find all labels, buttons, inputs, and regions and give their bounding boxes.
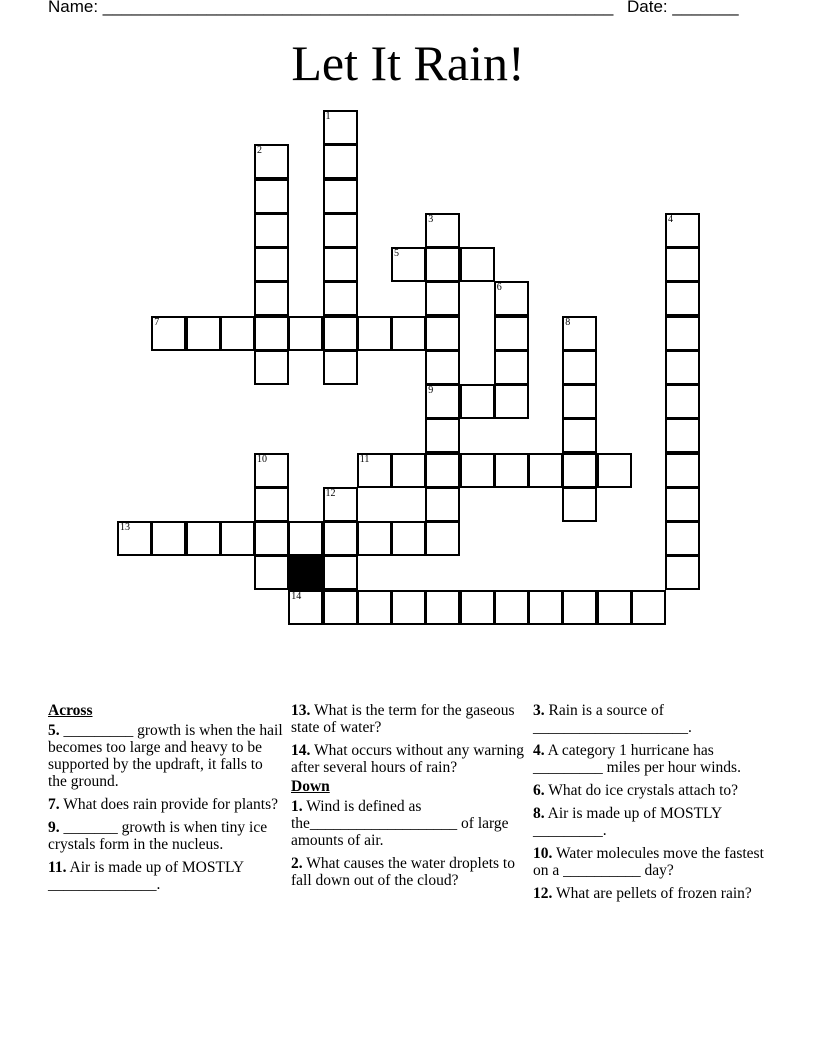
grid-cell[interactable]: [391, 521, 426, 556]
name-field-label: Name: ______________________________________________________: [48, 0, 614, 16]
clue-number: 2: [257, 145, 262, 157]
grid-cell[interactable]: [186, 316, 221, 351]
clue-number: 14: [291, 590, 302, 602]
grid-cell[interactable]: [254, 144, 289, 179]
clue-down-3: 3. Rain is a source of ____________________.: [533, 702, 692, 736]
clues-column-2: [291, 702, 526, 895]
grid-cell[interactable]: [323, 213, 358, 248]
clue-number: 6: [496, 282, 502, 294]
grid-cell[interactable]: [288, 316, 323, 351]
clue-number: 9: [428, 385, 434, 396]
clue-down-1: 1. Wind is defined as the___________________ of large amounts of air.: [291, 798, 509, 849]
grid-cell[interactable]: [391, 247, 426, 282]
grid-cell[interactable]: [220, 316, 255, 351]
grid-cell[interactable]: [254, 487, 289, 522]
grid-cell[interactable]: [323, 144, 358, 179]
grid-cell[interactable]: [254, 281, 289, 316]
grid-cell[interactable]: [357, 590, 392, 625]
grid-cell[interactable]: [323, 281, 358, 316]
clues-column-3: [533, 702, 768, 908]
grid-cell[interactable]: [117, 521, 152, 556]
grid-cell[interactable]: [665, 316, 700, 351]
grid-cell[interactable]: [425, 384, 460, 419]
grid-cell[interactable]: [425, 213, 460, 248]
clue-number: 3: [428, 213, 434, 225]
grid-cell[interactable]: [665, 521, 700, 556]
grid-cell[interactable]: [665, 281, 700, 316]
grid-cell[interactable]: [425, 316, 460, 351]
clue-down-6: 6. What do ice crystals attach to?: [533, 782, 739, 799]
grid-cell[interactable]: [323, 555, 358, 590]
page-title: Let It Rain!: [291, 35, 525, 91]
grid-cell[interactable]: [494, 350, 529, 385]
clue-across-7: 7. What does rain provide for plants?: [48, 796, 278, 813]
grid-cell[interactable]: [460, 453, 495, 488]
grid-cell[interactable]: [254, 316, 289, 351]
grid-cell[interactable]: [254, 555, 289, 590]
down-heading: Down: [291, 778, 330, 795]
grid-cell[interactable]: [665, 247, 700, 282]
grid-cell[interactable]: [186, 521, 221, 556]
clue-across-14: 14. What occurs without any warning after several hours of rain?: [291, 742, 525, 776]
clue-number: 12: [325, 487, 336, 499]
date-field-label: Date: _______: [627, 0, 739, 16]
grid-cell[interactable]: [665, 487, 700, 522]
grid-cell[interactable]: [323, 179, 358, 214]
grid-cell[interactable]: [254, 213, 289, 248]
grid-cell[interactable]: [665, 555, 700, 590]
blocked-cell: [288, 555, 323, 590]
clue-number: 4: [668, 213, 673, 225]
grid-cell[interactable]: [528, 590, 563, 625]
grid-cell[interactable]: [631, 590, 666, 625]
clue-down-4: 4. A category 1 hurricane has _________ miles per hour winds.: [533, 742, 741, 776]
grid-cell[interactable]: [151, 521, 186, 556]
clue-number: 10: [257, 453, 267, 465]
clue-down-2: 2. What causes the water droplets to fall down out of the cloud?: [291, 855, 515, 889]
grid-cell[interactable]: [357, 453, 392, 488]
grid-cell[interactable]: [494, 590, 529, 625]
grid-cell[interactable]: [494, 384, 529, 419]
grid-cell[interactable]: [597, 590, 632, 625]
grid-cell[interactable]: [425, 247, 460, 282]
grid-cell[interactable]: [254, 453, 289, 488]
grid-cell[interactable]: [254, 247, 289, 282]
grid-cell[interactable]: [562, 487, 597, 522]
clue-across-13: 13. What is the term for the gaseous state of water?: [291, 702, 515, 736]
grid-cell[interactable]: [323, 350, 358, 385]
grid-cell[interactable]: [425, 521, 460, 556]
grid-cell[interactable]: [494, 453, 529, 488]
grid-cell[interactable]: [391, 316, 426, 351]
grid-cell[interactable]: [425, 281, 460, 316]
grid-cell[interactable]: [357, 521, 392, 556]
clue-number: 13: [120, 522, 130, 533]
grid-cell[interactable]: [460, 247, 495, 282]
clue-number: 11: [359, 453, 370, 465]
grid-cell[interactable]: [562, 418, 597, 453]
clue-down-12: 12. What are pellets of frozen rain?: [533, 885, 752, 902]
grid-cell[interactable]: [562, 316, 597, 351]
grid-cell[interactable]: [323, 110, 358, 145]
grid-cell[interactable]: [494, 281, 529, 316]
grid-cell[interactable]: [562, 384, 597, 419]
clue-across-9: 9. _______ growth is when tiny ice crystals form in the nucleus.: [48, 819, 268, 853]
grid-cell[interactable]: [665, 384, 700, 419]
clue-across-11: 11. Air is made up of MOSTLY ______________.: [48, 859, 244, 893]
clue-number: 1: [325, 111, 331, 122]
grid-cell[interactable]: [254, 179, 289, 214]
grid-cell[interactable]: [562, 350, 597, 385]
grid-cell[interactable]: [425, 418, 460, 453]
grid-cell[interactable]: [323, 247, 358, 282]
clue-down-8: 8. Air is made up of MOSTLY _________.: [533, 805, 722, 839]
grid-cell[interactable]: [391, 453, 426, 488]
clue-number: 8: [565, 316, 571, 328]
clue-number: 7: [154, 316, 160, 328]
grid-cell[interactable]: [357, 316, 392, 351]
grid-cell[interactable]: [528, 453, 563, 488]
grid-cell[interactable]: [323, 521, 358, 556]
grid-cell[interactable]: [562, 453, 597, 488]
grid-cell[interactable]: [254, 521, 289, 556]
clues-column-1: [48, 702, 283, 899]
grid-cell[interactable]: [323, 487, 358, 522]
grid-cell[interactable]: [665, 350, 700, 385]
grid-cell[interactable]: [254, 350, 289, 385]
grid-cell[interactable]: [220, 521, 255, 556]
grid-cell[interactable]: [665, 418, 700, 453]
grid-cell[interactable]: [460, 590, 495, 625]
grid-cell[interactable]: [425, 453, 460, 488]
grid-cell[interactable]: [425, 487, 460, 522]
grid-cell[interactable]: [425, 350, 460, 385]
grid-cell[interactable]: [151, 316, 186, 351]
across-heading: Across: [48, 702, 93, 719]
grid-cell[interactable]: [425, 590, 460, 625]
grid-cell[interactable]: [597, 453, 632, 488]
clue-number: 5: [394, 248, 399, 259]
grid-cell[interactable]: [288, 590, 323, 625]
grid-cell[interactable]: [665, 213, 700, 248]
grid-cell[interactable]: [323, 590, 358, 625]
grid-cell[interactable]: [494, 316, 529, 351]
grid-cell[interactable]: [460, 384, 495, 419]
clue-down-10: 10. Water molecules move the fastest on a __________ day?: [533, 845, 764, 879]
grid-cell[interactable]: [562, 590, 597, 625]
clue-across-5: 5. _________ growth is when the hail becomes too large and heavy to be supported by the updraft, it falls to the ground.: [48, 722, 283, 790]
grid-cell[interactable]: [323, 316, 358, 351]
grid-cell[interactable]: [391, 590, 426, 625]
grid-cell[interactable]: [665, 453, 700, 488]
grid-cell[interactable]: [288, 521, 323, 556]
